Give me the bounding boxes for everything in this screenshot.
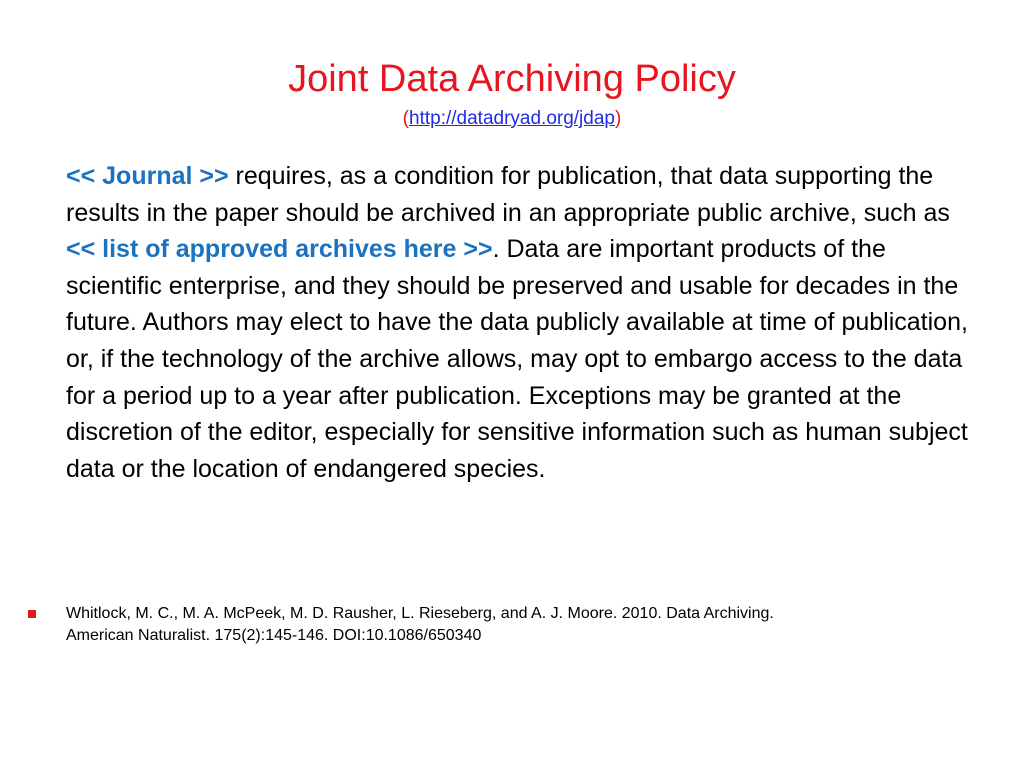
slide-subtitle	[0, 106, 1024, 132]
reference-line-1: Whitlock, M. C., M. A. McPeek, M. D. Rausher, L. Rieseberg, and A. J. Moore. 2010. Data Archiving.	[66, 605, 774, 622]
policy-paragraph	[66, 158, 971, 487]
slide-title: Joint Data Archiving Policy	[288, 58, 736, 100]
square-bullet-icon	[28, 610, 36, 618]
jdap-link[interactable]: http://datadryad.org/jdap	[409, 108, 615, 129]
reference-line-2: American Naturalist. 175(2):145-146. DOI:10.1086/650340	[66, 627, 482, 644]
reference-text	[66, 603, 774, 647]
reference-item	[28, 603, 998, 647]
policy-text-part2: . Data are important products of the scientific enterprise, and they should be preserved and usable for decades in the future. Authors may elect to have the data publicly available at time of publication, or, if the technology of the archive allows, may opt to embargo access to the data for a period up to a year after publication. Exceptions may be granted at the discretion of the editor, especially for sensitive information such as human subject data or the location of endangered species.	[66, 235, 968, 483]
journal-placeholder: << Journal >>	[66, 162, 229, 190]
approved-archives-placeholder: << list of approved archives here >>	[66, 235, 493, 264]
policy-text-part1: requires, as a condition for publication, that data supporting the results in the paper should be archived in an appropriate public archive, such as	[66, 162, 950, 227]
subtitle-close-paren: )	[614, 108, 622, 129]
subtitle-open-paren: (	[402, 108, 409, 129]
